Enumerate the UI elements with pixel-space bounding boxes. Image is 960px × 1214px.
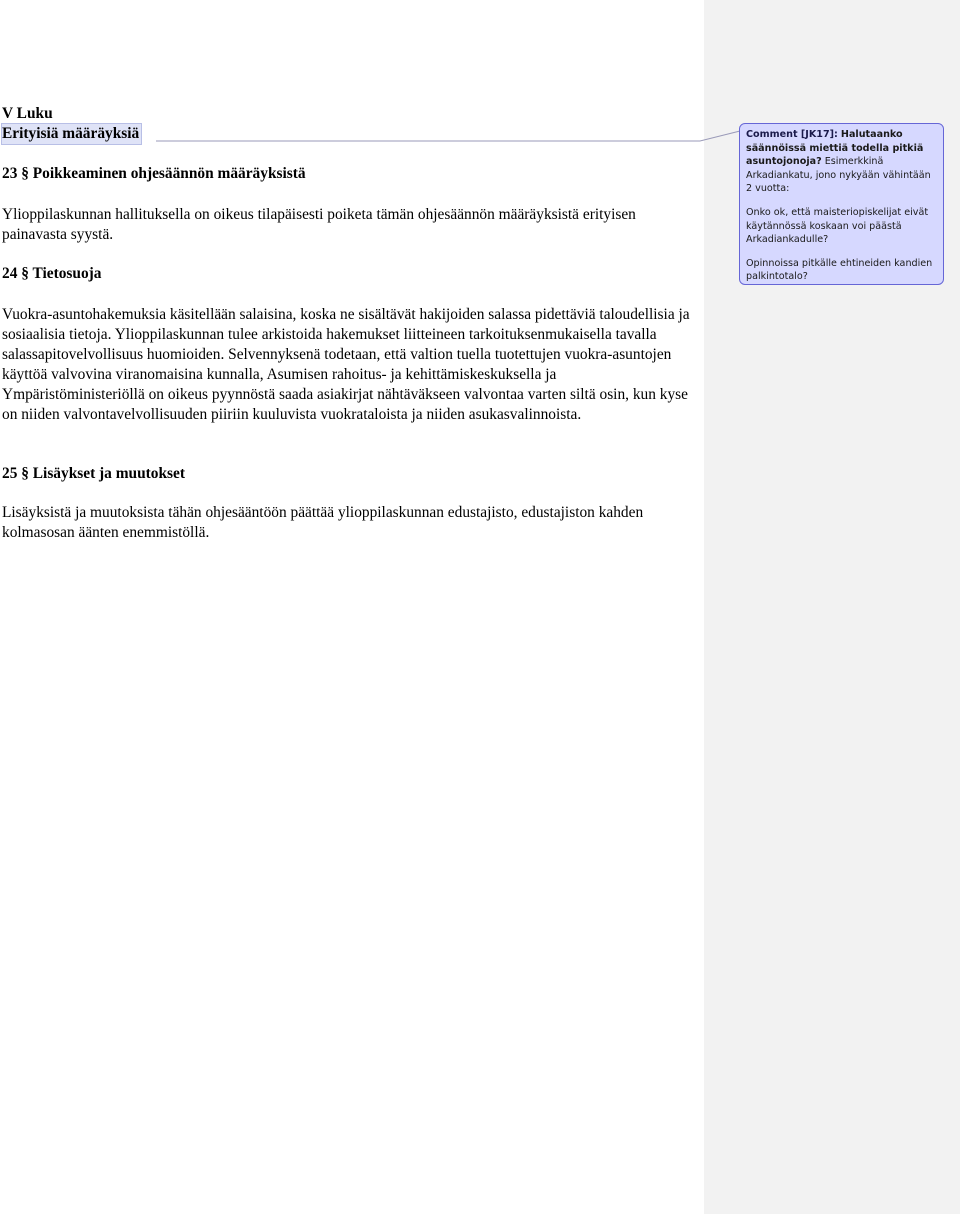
comment-paragraph-1 — [746, 128, 937, 196]
comment-example: Esimerkkinä Arkadiankatu, jono nykyään vähintään 2 vuotta: — [746, 156, 931, 195]
comment-paragraph-2: Onko ok, että maisteriopiskelijat eivät käytännössä koskaan voi päästä Arkadiankadulle? — [746, 206, 929, 246]
section-25-heading: 25 § Lisäykset ja muutokset — [2, 465, 185, 482]
section-25-text: Lisäyksistä ja muutoksista tähän ohjesääntöön päättää ylioppilaskunnan edustajisto, edustajiston kahden kolmasosan äänten enemmistöllä. — [2, 504, 644, 541]
chapter-title[interactable]: Erityisiä määräyksiä — [2, 125, 140, 142]
comment-balloon[interactable] — [739, 123, 944, 285]
comment-question: Halutaanko säännöissä miettiä todella pitkiä asuntojonoja? — [746, 129, 924, 168]
section-24-text: Vuokra-asuntohakemuksia käsitellään salaisina, koska ne sisältävät hakijoiden salassa pidettäviä taloudellisia ja sosiaalisia tietoja. Ylioppilaskunnan tulee arkistoida hakemukset liitteineen tarkoituksenmukaisella tavalla salassapitovelvollisuus huomioiden. Selvennyksenä todetaan, että valtion tuella tuotettujen vuokra-asuntojen käyttöä valvovina viranomaisina kunnalla, Asumisen rahoitus- ja kehittämiskeskuksella ja Ympäristöministeriöllä on oikeus pyynnöstä saada asiakirjat nähtäväkseen valvontaa varten siltä osin, kun kyse on niiden valvontavelvollisuuden piiriin kuuluvista vuokrataloista ja niiden asukasvalinnoista. — [2, 306, 690, 423]
comment-label: Comment [JK17]: — [746, 129, 838, 140]
section-24-heading: 24 § Tietosuoja — [2, 265, 102, 282]
chapter-number: V Luku — [2, 105, 53, 122]
section-23-heading: 23 § Poikkeaminen ohjesäännön määräyksistä — [2, 165, 306, 182]
comment-paragraph-3: Opinnoissa pitkälle ehtineiden kandien palkintotalo? — [746, 257, 933, 283]
section-23-text: Ylioppilaskunnan hallituksella on oikeus tilapäisesti poiketa tämän ohjesäännön määräyksistä erityisen painavasta syystä. — [2, 206, 636, 243]
